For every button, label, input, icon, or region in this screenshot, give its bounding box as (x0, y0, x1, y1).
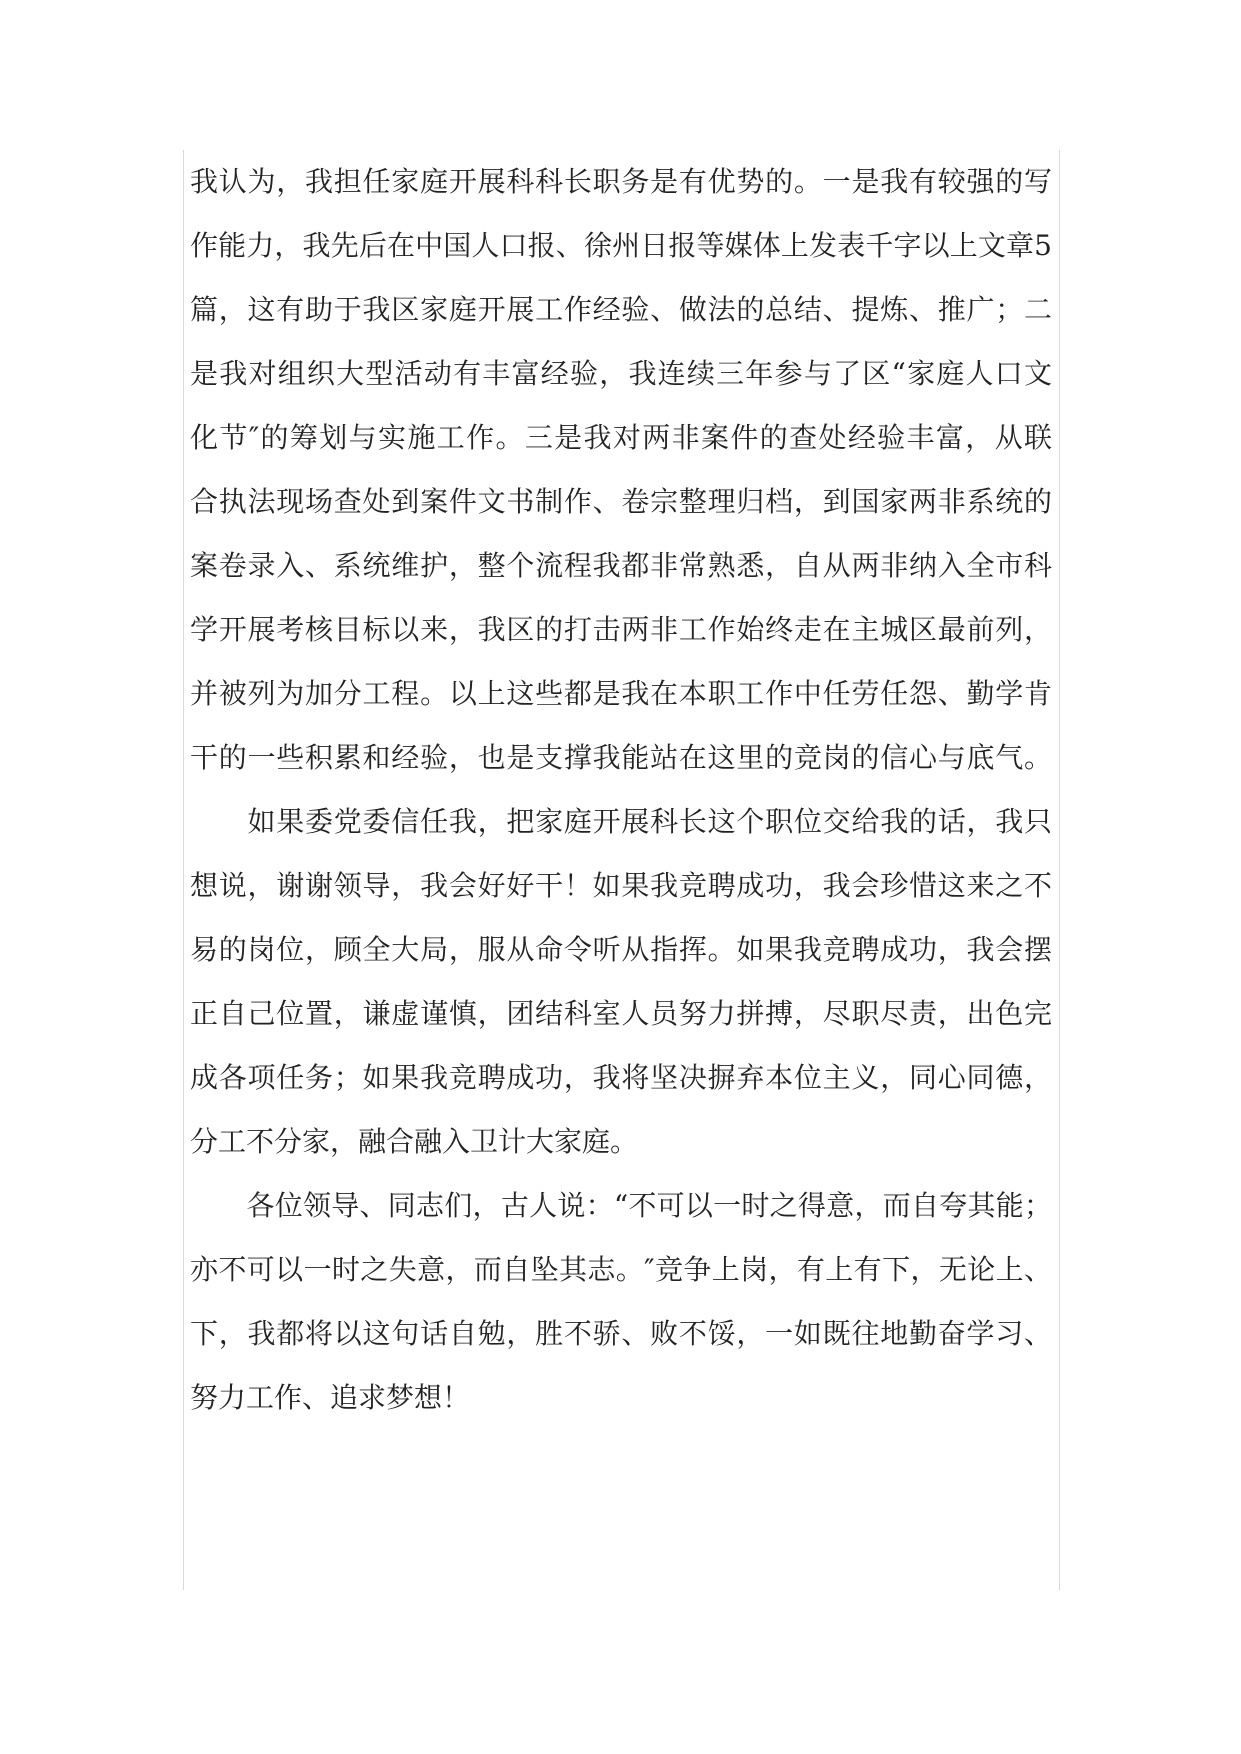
text-line: 干的一些积累和经验，也是支撑我能站在这里的竞岗的信心与底气。 (190, 741, 1052, 774)
right-margin-line (1059, 150, 1060, 1590)
text-line: 如果委党委信任我，把家庭开展科长这个职位交给我的话，我只 (190, 805, 1052, 838)
text-line: 易的岗位，顾全大局，服从命令听从指挥。如果我竞聘成功，我会摆 (190, 933, 1052, 966)
text-line: 各位领导、同志们，古人说：“不可以一时之得意，而自夸其能； (190, 1189, 1052, 1222)
text-line: 案卷录入、系统维护，整个流程我都非常熟悉，自从两非纳入全市科 (190, 549, 1052, 582)
text-line: 化节″的筹划与实施工作。三是我对两非案件的查处经验丰富，从联 (190, 421, 1052, 454)
text-line: 篇，这有助于我区家庭开展工作经验、做法的总结、提炼、推广；二 (190, 293, 1052, 326)
text-line: 作能力，我先后在中国人口报、徐州日报等媒体上发表千字以上文章5 (190, 229, 1052, 262)
text-line: 正自己位置，谦虚谨慎，团结科室人员努力拼搏，尽职尽责，出色完 (190, 997, 1052, 1030)
text-line: 亦不可以一时之失意，而自坠其志。″竞争上岗，有上有下，无论上、 (190, 1253, 1052, 1286)
text-line: 是我对组织大型活动有丰富经验，我连续三年参与了区“家庭人口文 (190, 357, 1052, 390)
left-margin-line (183, 150, 184, 1590)
text-line: 学开展考核目标以来，我区的打击两非工作始终走在主城区最前列， (190, 613, 1052, 646)
body-text (190, 158, 1052, 1438)
text-line: 下，我都将以这句话自勉，胜不骄、败不馁，一如既往地勤奋学习、 (190, 1317, 1052, 1350)
text-line: 并被列为加分工程。以上这些都是我在本职工作中任劳任怨、勤学肯 (190, 677, 1052, 710)
text-line: 成各项任务；如果我竞聘成功，我将坚决摒弃本位主义，同心同德， (190, 1061, 1052, 1094)
text-line: 分工不分家，融合融入卫计大家庭。 (190, 1125, 639, 1158)
text-line: 合执法现场查处到案件文书制作、卷宗整理归档，到国家两非系统的 (190, 485, 1052, 518)
text-line: 想说，谢谢领导，我会好好干！如果我竞聘成功，我会珍惜这来之不 (190, 869, 1052, 902)
text-line: 努力工作、追求梦想！ (190, 1381, 471, 1414)
text-line: 我认为，我担任家庭开展科科长职务是有优势的。一是我有较强的写 (190, 165, 1052, 198)
